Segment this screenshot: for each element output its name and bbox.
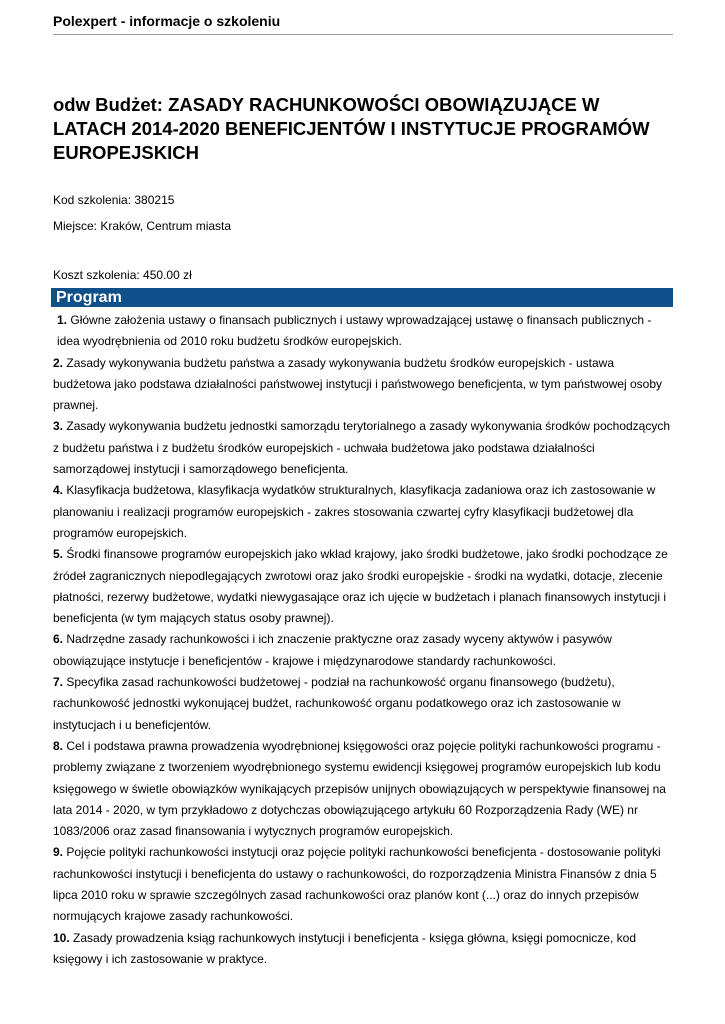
course-place: Miejsce: Kraków, Centrum miasta (53, 219, 232, 233)
course-cost: Koszt szkolenia: 450.00 zł (53, 268, 192, 282)
item-number: 2. (53, 355, 64, 370)
item-number: 1. (57, 313, 68, 327)
program-item (53, 310, 673, 353)
item-text: Specyfika zasad rachunkowości budżetowej - podział na rachunkowość organu finansowego (budżetu), rachunkowość jednostki wykonującej budżet, rachunkowość organu podatkowego oraz ich zastosowanie w instytucjach i u beneficjentów. (53, 675, 621, 732)
program-list (53, 310, 673, 970)
item-text: Zasady wykonywania budżetu jednostki samorządu terytorialnego a zasady wykonywania środków pochodzących z budżetu państwa i z budżetu środków europejskich - uchwała budżetowa jako podstawa działalności samorządowej instytucji i samorządowego beneficjenta. (53, 419, 671, 477)
item-text: Zasady prowadzenia ksiąg rachunkowych instytucji i beneficjenta - księga główna, księgi pomocnicze, kod księgowy i ich zastosowanie w praktyce. (53, 930, 636, 966)
item-text: Zasady wykonywania budżetu państwa a zasady wykonywania budżetu środków europejskich - ustawa budżetowa jako podstawa działalności państwowej instytucji i państwowego beneficjenta, w tym państwowej osoby prawnej. (53, 355, 662, 413)
program-heading: Program (51, 288, 673, 307)
program-item (53, 544, 673, 629)
program-item (53, 416, 673, 480)
program-item (53, 928, 673, 971)
item-number: 9. (53, 845, 64, 860)
course-code: Kod szkolenia: 380215 (53, 193, 175, 207)
course-title: odw Budżet: ZASADY RACHUNKOWOŚCI OBOWIĄZUJĄCE W LATACH 2014-2020 BENEFICJENTÓW I INSTYTUCJE PROGRAMÓW EUROPEJSKICH (53, 94, 650, 163)
item-number: 8. (53, 738, 64, 753)
item-text: Pojęcie polityki rachunkowości instytucji oraz pojęcie polityki rachunkowości beneficjenta - dostosowanie polityki rachunkowości instytucji i beneficjenta do ustawy o rachunkowości, do rozporządzenia Ministra Finansów z dnia 5 lipca 2010 roku w sprawie szczególnych zasad rachunkowości oraz planów kont (...) oraz do innych przepisów normujących krajowe zasady rachunkowości. (53, 845, 661, 924)
item-number: 7. (53, 675, 64, 690)
program-item (53, 672, 673, 736)
program-item (53, 842, 673, 927)
program-item (53, 480, 673, 544)
item-number: 3. (53, 419, 64, 434)
program-item (53, 736, 673, 842)
item-number: 6. (53, 632, 64, 647)
item-number: 10. (53, 930, 70, 945)
item-text: Nadrzędne zasady rachunkowości i ich znaczenie praktyczne oraz zasady wyceny aktywów i pasywów obowiązujące instytucje i beneficjentów - krajowe i międzynarodowe standardy rachunkowości. (53, 632, 612, 668)
item-number: 5. (53, 547, 64, 562)
item-text: Klasyfikacja budżetowa, klasyfikacja wydatków strukturalnych, klasyfikacja zadaniowa oraz ich zastosowanie w planowaniu i realizacji programów europejskich - zakres stosowania czwartej cyfry klasyfikacji budżetowej dla programów europejskich. (53, 483, 656, 540)
page-header: Polexpert - informacje o szkoleniu (53, 13, 673, 35)
program-item (53, 353, 673, 417)
item-number: 4. (53, 483, 64, 498)
program-item (53, 629, 673, 672)
item-text: Główne założenia ustawy o finansach publicznych i ustawy wprowadzającej ustawę o finansach publicznych - idea wyodrębnienia od 2010 roku budżetu środków europejskich. (57, 313, 652, 349)
item-text: Cel i podstawa prawna prowadzenia wyodrębnionej księgowości oraz pojęcie polityki rachunkowości programu - problemy związane z tworzeniem wyodrębnionego systemu ewidencji księgowej programów europejskich lub kodu księgowego w świetle obowiązków wynikających przepisów unijnych obowiązujących w perspektywie finansowej na lata 2014 - 2020, w tym przykładowo z dotychczas obowiązującego artykułu 60 Rozporządzenia Rady (WE) nr 1083/2006 oraz zasad finansowania i wytycznych programów europejskich. (53, 738, 666, 839)
item-text: Środki finansowe programów europejskich jako wkład krajowy, jako środki budżetowe, jako środki pochodzące ze źródeł zagranicznych niepodlegających zwrotowi oraz jako środki europejskie - środki na wydatki, dotacje, zlecenie płatności, rezerwy budżetowe, wydatki niewygasające oraz ich ujęcie w budżetach i planach finansowych instytucji i beneficjenta (w tym mających status osoby prawnej). (53, 547, 668, 626)
